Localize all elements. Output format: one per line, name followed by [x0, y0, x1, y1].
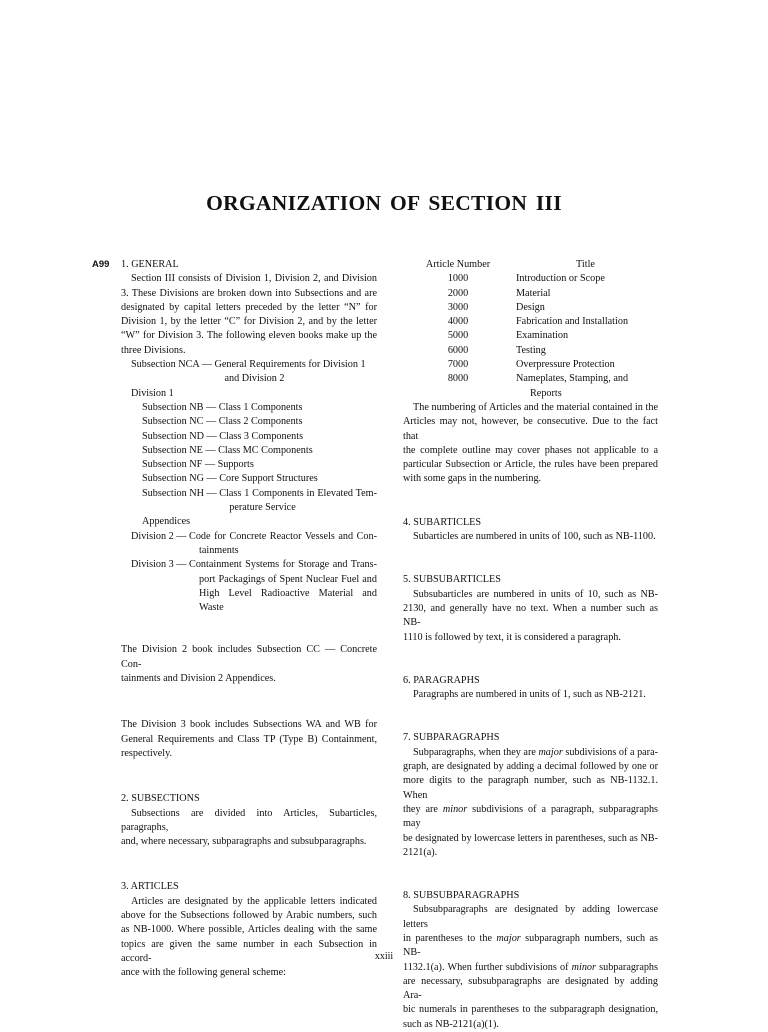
article-table	[403, 258, 658, 401]
text-line: as NB-1000. Where possible, Articles dealing with the same	[121, 924, 377, 936]
text-line: The numbering of Articles and the material contained in the	[413, 401, 658, 413]
right-column	[403, 258, 658, 1032]
text-line: three Divisions.	[121, 344, 186, 356]
text-line: and, where necessary, subparagraphs and subsubparagraphs.	[121, 836, 367, 848]
table-cell-number: 2000	[447, 287, 469, 299]
section-subparagraphs	[403, 731, 658, 860]
list-item-key: Division 2 —	[131, 530, 190, 542]
table-row	[403, 287, 658, 301]
text-line: 3. These Divisions are broken down into Subsections and are	[121, 287, 377, 299]
table-cell-number: 5000	[447, 330, 469, 342]
appendices-label: Appendices	[142, 516, 191, 528]
text-line: more digits to the paragraph number, such as NB-1132.1. When	[403, 775, 658, 801]
text-line: particular Subsection or Article, the rules have been prepared	[403, 459, 658, 471]
text-line: Subsubparagraphs are designated by adding lowercase letters	[403, 904, 658, 930]
text-line: in parentheses to the major subparagraph numbers, such as NB-	[403, 932, 658, 959]
list-item-key: Subsection NB —	[142, 401, 219, 413]
list-item-value: Supports	[217, 459, 254, 471]
table-row	[403, 344, 658, 358]
section-heading: 5. SUBSUBARTICLES	[403, 574, 501, 586]
table-cell-title: Introduction or Scope	[516, 273, 605, 285]
section-heading: 4. SUBARTICLES	[403, 516, 482, 528]
text-line: Paragraphs are numbered in units of 1, such as NB-2121.	[413, 689, 646, 701]
text-line: above for the Subsections followed by Arabic numbers, such	[121, 909, 377, 921]
list-item	[121, 530, 377, 559]
table-cell-title: Testing	[516, 344, 546, 356]
division-2-book-paragraph	[121, 643, 377, 686]
text-line: ance with the following general scheme:	[121, 967, 286, 979]
list-item-value: Class 1 Components	[218, 401, 303, 413]
division-1-label: Division 1	[131, 387, 174, 399]
page-number: xxiii	[374, 951, 394, 962]
list-item	[142, 401, 377, 415]
list-item	[142, 487, 377, 516]
section-subarticles	[403, 516, 658, 545]
list-item	[142, 444, 377, 458]
text-line: Subsubarticles are numbered in units of 10, such as NB-	[413, 588, 658, 600]
list-item	[121, 358, 377, 387]
text-line: tainments and Division 2 Appendices.	[121, 673, 276, 685]
list-item	[142, 430, 377, 444]
list-item-value: Class 1 Components in Elevated Tem- perature Service	[219, 487, 377, 514]
table-row	[403, 372, 658, 401]
emphasis: minor	[571, 961, 596, 973]
table-row	[403, 301, 658, 315]
text-line: designated by capital letters preceded by the letter “N” for	[121, 301, 377, 313]
list-item-value: Class MC Components	[218, 444, 313, 456]
table-cell-number: 8000	[447, 373, 469, 385]
section-heading: 1. GENERAL	[121, 259, 179, 270]
text-line: such as NB-2121(a)(1).	[403, 1018, 499, 1030]
division-3-book-paragraph	[121, 718, 377, 761]
page-title: ORGANIZATION OF SECTION III	[206, 191, 562, 215]
column-header-title: Title	[576, 259, 595, 270]
column-header-article-number: Article Number	[425, 259, 491, 270]
text-line: Division 1, by the letter “C” for Division 2, and by the letter	[121, 316, 377, 328]
text-line: The Division 3 book includes Subsections WA and WB for	[121, 719, 377, 731]
table-cell-number: 3000	[447, 301, 469, 313]
table-row	[403, 272, 658, 286]
list-item-key: Division 3 —	[131, 559, 190, 571]
section-heading: 8. SUBSUBPARAGRAPHS	[403, 890, 520, 902]
text-line: “W” for Division 3. The following eleven books make up the	[121, 330, 377, 342]
list-item-value: Code for Concrete Reactor Vessels and Con- tainments	[189, 530, 377, 556]
text-line: graph, are designated by adding a decimal followed by one or	[403, 761, 658, 773]
section-heading: 3. ARTICLES	[121, 881, 179, 893]
list-item-key: Subsection NC —	[142, 416, 219, 428]
text-line: Articles are designated by the applicable letters indicated	[131, 895, 377, 907]
table-header-row	[403, 258, 658, 272]
text-line: Subarticles are numbered in units of 100, such as NB-1100.	[413, 531, 656, 543]
table-cell-title: Nameplates, Stamping, and Reports	[516, 373, 629, 399]
text-line: respectively.	[121, 747, 173, 759]
table-cell-title: Overpressure Protection	[516, 359, 615, 371]
text-line: The Division 2 book includes Subsection CC — Concrete Con-	[121, 644, 377, 670]
table-cell-number: 6000	[447, 344, 469, 356]
list-item-value: Containment Systems for Storage and Trans- port Packagings of Spent Nuclear Fuel and High Level Radioactive Material and Waste	[189, 559, 377, 614]
table-cell-title: Examination	[516, 330, 569, 342]
list-item	[121, 558, 377, 615]
text-line: are necessary, subsubparagraphs are designated by adding Ara-	[403, 975, 658, 1002]
list-item-value: General Requirements for Division 1 and Division 2	[214, 359, 366, 385]
table-row	[403, 329, 658, 343]
list-item-key: Subsection NE —	[142, 444, 219, 456]
list-item-key: Subsection NF —	[142, 459, 218, 471]
section-heading: 6. PARAGRAPHS	[403, 674, 480, 686]
table-row	[403, 315, 658, 329]
section-subsections	[121, 792, 377, 849]
list-item-key: Subsection ND —	[142, 430, 220, 442]
section-heading: 2. SUBSECTIONS	[121, 793, 200, 805]
section-general	[121, 258, 377, 761]
list-item	[142, 472, 377, 486]
text-line: the complete outline may cover phases not applicable to a	[403, 444, 658, 456]
text-line: be designated by lowercase letters in parentheses, such as NB-	[403, 832, 658, 844]
text-line: 2121(a).	[403, 846, 438, 858]
list-item-value: Class 3 Components	[219, 430, 304, 442]
text-line: topics are given the same number in each Subsection in accord-	[121, 938, 377, 964]
left-column	[121, 258, 377, 980]
list-item-value: Class 2 Components	[218, 416, 303, 428]
list-item-key: Subsection NCA —	[131, 359, 215, 371]
text-line: bic numerals in parentheses to the subparagraph designation,	[403, 1004, 658, 1016]
text-line: with some gaps in the numbering.	[403, 473, 542, 485]
table-row	[403, 358, 658, 372]
emphasis: major	[496, 932, 521, 944]
table-cell-number: 1000	[447, 273, 469, 285]
section-heading: 7. SUBPARAGRAPHS	[403, 732, 500, 744]
text-line: General Requirements and Class TP (Type B) Containment,	[121, 733, 377, 745]
text-line: Articles may not, however, be consecutive. Due to the fact that	[403, 416, 658, 442]
text-line: 1132.1(a). When further subdivisions of minor subparagraphs	[403, 961, 658, 973]
table-cell-title: Material	[516, 287, 551, 299]
list-item-key: Subsection NG —	[142, 473, 220, 485]
text-line: Subparagraphs, when they are major subdivisions of a para-	[413, 746, 658, 758]
table-cell-title: Fabrication and Installation	[516, 316, 629, 328]
list-item-value: Core Support Structures	[219, 473, 318, 485]
division-1-list	[121, 401, 377, 530]
list-item-key: Subsection NH —	[142, 487, 220, 499]
table-cell-number: 4000	[447, 316, 469, 328]
list-item	[142, 458, 377, 472]
text-line: Subsections are divided into Articles, Subarticles, paragraphs,	[121, 807, 377, 833]
emphasis: minor	[442, 803, 468, 815]
revision-margin-mark: A99	[92, 259, 110, 270]
table-cell-title: Design	[516, 301, 545, 313]
table-cell-number: 7000	[447, 359, 469, 371]
section-paragraphs	[403, 674, 658, 703]
section-articles	[121, 880, 377, 980]
text-line: 1110 is followed by text, it is considered a paragraph.	[403, 631, 621, 643]
section-subsubarticles	[403, 573, 658, 644]
emphasis: major	[538, 746, 563, 758]
article-numbering-paragraph	[403, 401, 658, 487]
text-line: 2130, and generally have no text. When a number such as NB-	[403, 602, 658, 629]
text-line: Section III consists of Division 1, Division 2, and Division	[131, 273, 377, 285]
text-line: they are minor subdivisions of a paragraph, subparagraphs may	[403, 803, 658, 830]
list-item	[142, 415, 377, 429]
